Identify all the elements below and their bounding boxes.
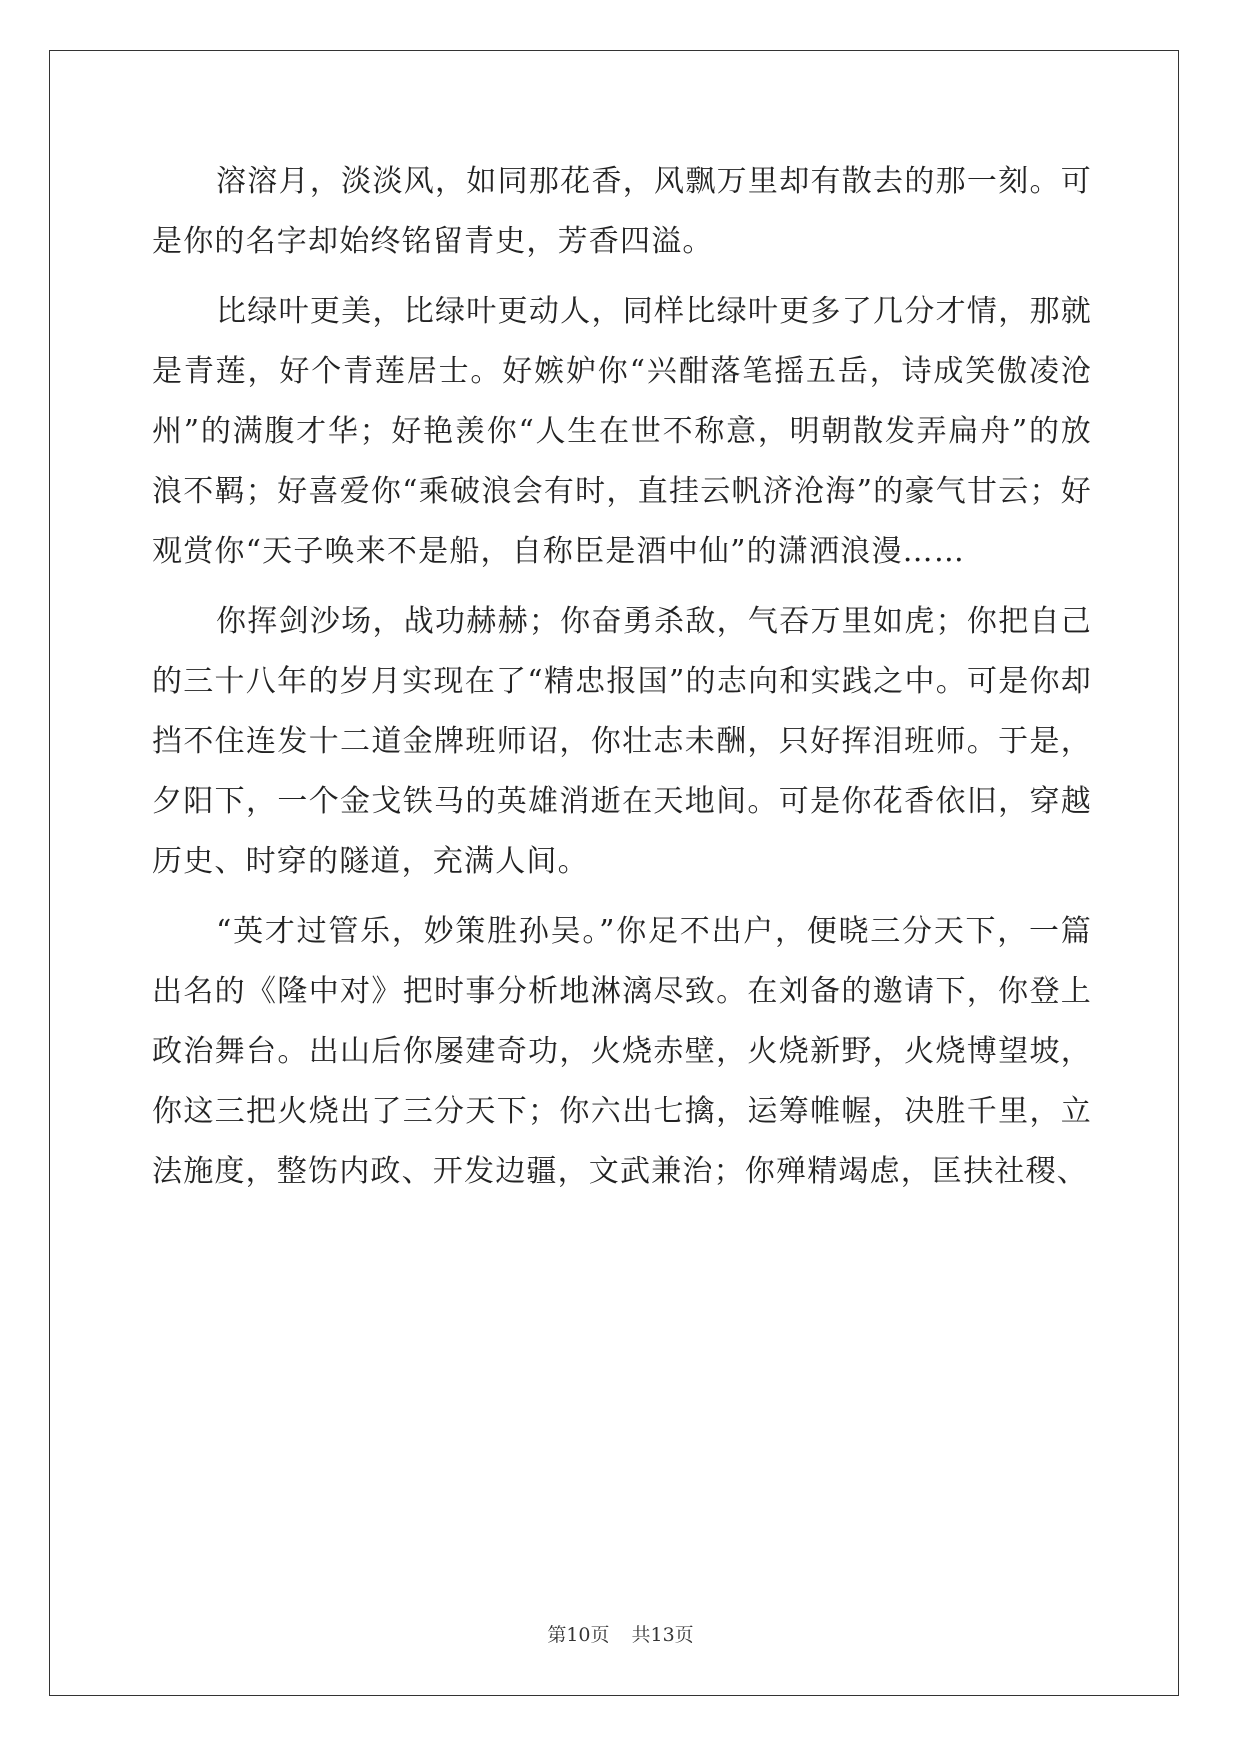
paragraph-1: 溶溶月，淡淡风，如同那花香，风飘万里却有散去的那一刻。可是你的名字却始终铭留青史，芳香四溢。 — [152, 164, 1092, 259]
document-body — [152, 152, 1092, 1202]
page-number-total: 共13页 — [631, 1624, 694, 1646]
page-footer — [0, 1620, 1241, 1647]
paragraph-3: 你挥剑沙场，战功赫赫；你奋勇杀敌，气吞万里如虎；你把自己的三十八年的岁月实现在了“精忠报国”的志向和实践之中。可是你却挡不住连发十二道金牌班师诏，你壮志未酬，只好挥泪班师。于是，夕阳下，一个金戈铁马的英雄消逝在天地间。可是你花香依旧，穿越历史、时穿的隧道，充满人间。 — [152, 604, 1092, 879]
page-number-current: 第10页 — [547, 1624, 610, 1646]
paragraph-4: “英才过管乐，妙策胜孙吴。”你足不出户，便晓三分天下，一篇出名的《隆中对》把时事分析地淋漓尽致。在刘备的邀请下，你登上政治舞台。出山后你屡建奇功，火烧赤壁，火烧新野，火烧博望坡，你这三把火烧出了三分天下；你六出七擒，运筹帷幄，决胜千里，立法施度，整饬内政、开发边疆，文武兼治；你殚精竭虑，匡扶社稷、 — [152, 914, 1092, 1189]
paragraph-2: 比绿叶更美，比绿叶更动人，同样比绿叶更多了几分才情，那就是青莲，好个青莲居士。好嫉妒你“兴酣落笔摇五岳，诗成笑傲凌沧州”的满腹才华；好艳羡你“人生在世不称意，明朝散发弄扁舟”的放浪不羁；好喜爱你“乘破浪会有时，直挂云帆济沧海”的豪气甘云；好观赏你“天子唤来不是船，自称臣是酒中仙”的潇洒浪漫…… — [152, 294, 1092, 569]
